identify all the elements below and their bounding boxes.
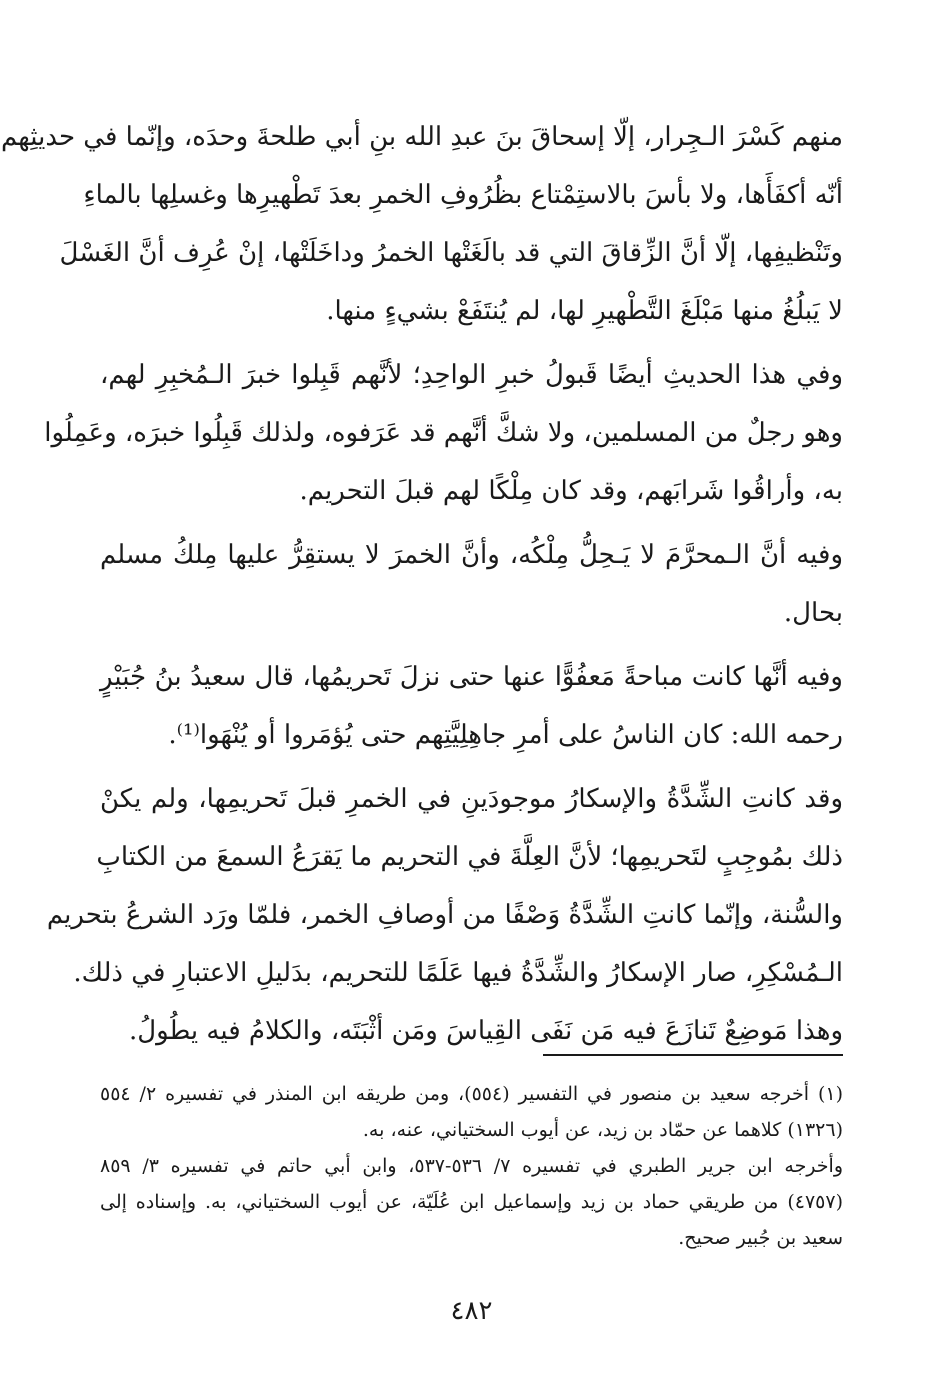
main-text <box>0 108 843 1060</box>
text-line: وفيه أنَّها كانت مباحةً مَعفُوًّا عنها حتى نزلَ تَحريمُها، قال سعيدُ بنُ جُبَيْرٍ <box>100 662 843 692</box>
paragraph <box>44 346 843 520</box>
page-number: ٤٨٢ <box>450 1296 493 1326</box>
text-line: به، وأراقُوا شَرابَهم، وقد كان مِلْكًا لهم قبلَ التحريم. <box>299 476 843 506</box>
footnote-line: سعيد بن جُبير صحيح. <box>678 1227 843 1249</box>
text-line: وتَنْظيفِها، إلّا أنَّ الزِّقاقَ التي قد بالَغَتْها الخمرُ وداخَلَتْها، إنْ عُرِف أنَّ الغَسْلَ <box>59 238 843 268</box>
text-line: وفيه أنَّ الـمحرَّمَ لا يَـحِلُّ مِلْكُه، وأنَّ الخمرَ لا يستقِرُّ عليها مِلكُ مسلم <box>100 540 843 570</box>
text-line: وهذا مَوضِعٌ تَنازَعَ فيه مَن نَفَى القِياسَ ومَن أثْبَتَه، والكلامُ فيه يطُولُ. <box>129 1016 843 1046</box>
paragraph <box>0 108 843 340</box>
footnote-line: وأخرجه ابن جرير الطبري في تفسيره ٧/ ٥٣٦-٥٣٧، وابن أبي حاتم في تفسيره ٣/ ٨٥٩ <box>100 1155 843 1177</box>
footnotes <box>100 1076 843 1256</box>
text-line: رحمه الله: كان الناسُ على أمرِ جاهِلِيَّتِهم حتى يُؤمَروا أو يُنْهَوا⁽¹⁾. <box>168 720 843 750</box>
text-line: وفي هذا الحديثِ أيضًا قَبولُ خبرِ الواحِدِ؛ لأنَّهم قَبِلوا خبرَ الـمُخبِرِ لهم، <box>100 360 843 390</box>
text-line: لا يَبلُغُ منها مَبْلَغَ التَّطْهيرِ لها، لم يُنتَفَعْ بشيءٍ منها. <box>326 296 843 326</box>
text-line: ذلك بمُوجِبٍ لتَحريمِها؛ لأنَّ العِلَّةَ في التحريم ما يَقرَعُ السمعَ من الكتابِ <box>96 842 843 872</box>
text-line: الـمُسْكِرِ، صار الإسكارُ والشِّدَّةُ فيها عَلَمًا للتحريم، بدَليلِ الاعتبارِ في ذلك. <box>73 958 843 988</box>
footnote-line: (١) أخرجه سعيد بن منصور في التفسير (٥٥٤)، ومن طريقه ابن المنذر في تفسيره ٢/ ٥٥٤ <box>100 1083 843 1105</box>
paragraph <box>100 526 843 642</box>
paragraph <box>46 770 843 1060</box>
text-line: منهم كَسْرَ الـجِرار، إلّا إسحاقَ بنَ عبدِ الله بنِ أبي طلحةَ وحدَه، وإنّما في حديثِهم <box>0 122 843 152</box>
text-line: وقد كانتِ الشِّدَّةُ والإسكارُ موجودَينِ في الخمرِ قبلَ تَحريمِها، ولم يكنْ <box>100 784 843 814</box>
text-line: وهو رجلٌ من المسلمين، ولا شكَّ أنَّهم قد عَرَفوه، ولذلك قَبِلُوا خبرَه، وعَمِلُوا <box>44 418 843 448</box>
footnote-line: (١٣٢٦) كلاهما عن حمّاد بن زيد، عن أيوب السختياني، عنه، به. <box>362 1119 843 1141</box>
text-line: أنّه أكفَأَها، ولا بأسَ بالاستِمْتاع بظُرُوفِ الخمرِ بعدَ تَطْهيرِها وغسلِها بالماءِ <box>83 180 843 210</box>
paragraph <box>100 648 843 764</box>
footnote-separator <box>543 1054 843 1056</box>
text-line: بحال. <box>783 598 843 628</box>
footnote-line: (٤٧٥٧) من طريقي حماد بن زيد وإسماعيل ابن عُلَيّة، عن أيوب السختياني، به. وإسناده إلى <box>100 1191 843 1213</box>
text-line: والسُّنة، وإنّما كانتِ الشِّدَّةُ وَصْفًا من أوصافِ الخمر، فلمّا ورَد الشرعُ بتحريم <box>46 900 843 930</box>
